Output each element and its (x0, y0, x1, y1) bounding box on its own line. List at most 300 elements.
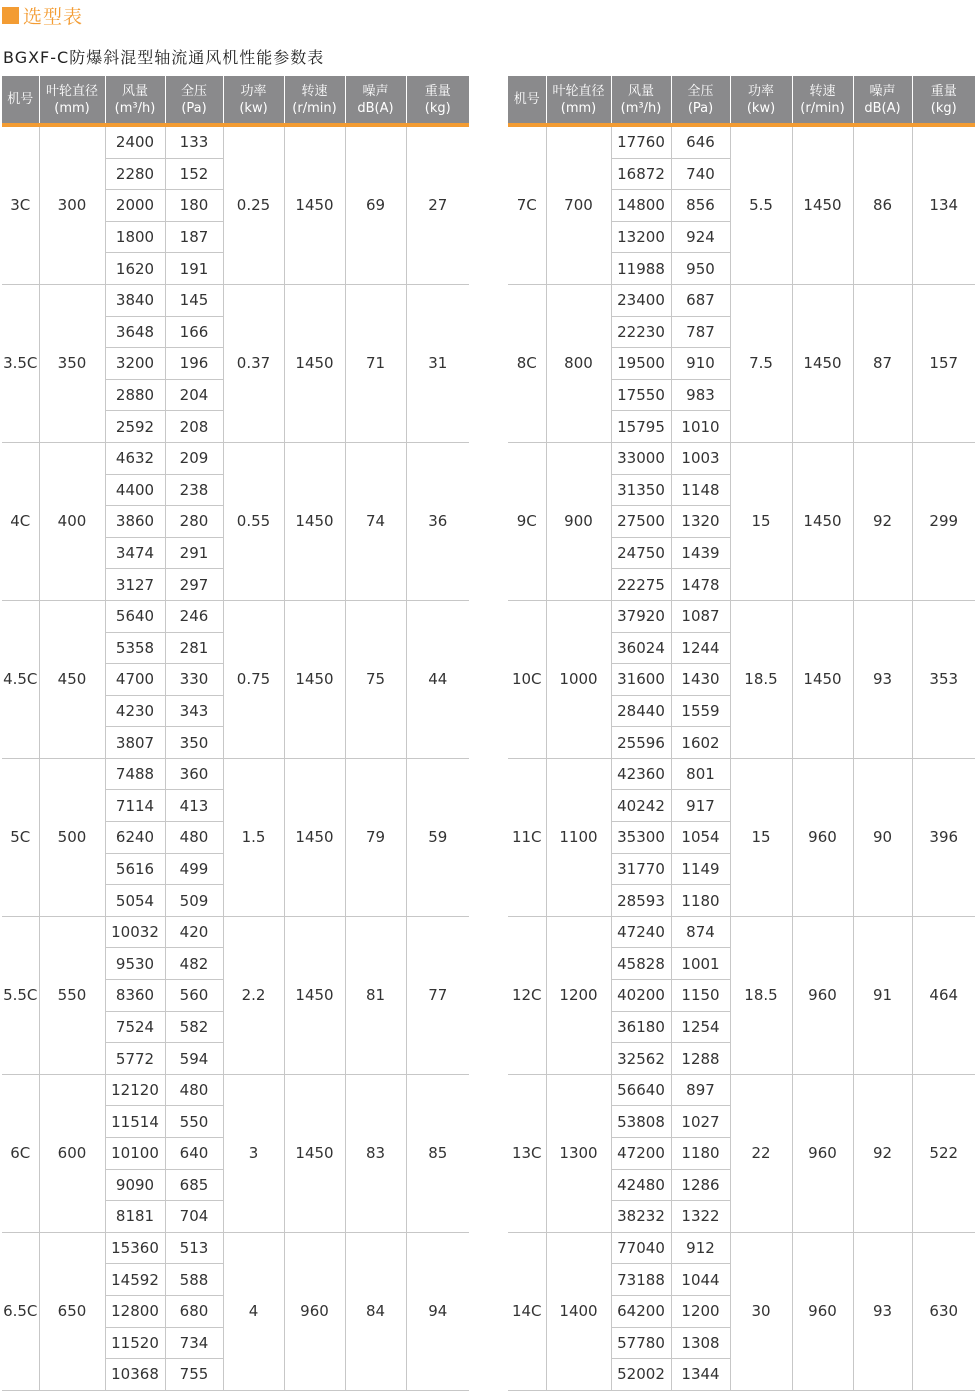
table-row (2, 442, 469, 474)
weight-cell: 44 (406, 600, 469, 758)
power-cell: 18.5 (730, 916, 792, 1074)
model-cell: 9C (508, 442, 546, 600)
column-header-label: 功率 (240, 83, 267, 99)
pressure-cell: 1320 (671, 506, 730, 538)
noise-cell: 69 (345, 125, 406, 284)
column-header-unit: (m³/h) (114, 100, 156, 116)
weight-cell: 94 (406, 1232, 469, 1390)
pressure-cell: 499 (165, 853, 223, 885)
airflow-cell: 5616 (105, 853, 165, 885)
diameter-cell: 300 (39, 125, 105, 284)
speed-cell: 1450 (284, 916, 345, 1074)
airflow-cell: 47200 (611, 1138, 671, 1170)
airflow-cell: 2400 (105, 125, 165, 158)
weight-cell: 85 (406, 1074, 469, 1232)
column-header (284, 76, 345, 125)
column-header-unit: (m³/h) (620, 100, 662, 116)
pressure-cell: 1148 (671, 474, 730, 506)
pressure-cell: 1430 (671, 664, 730, 696)
airflow-cell: 4700 (105, 664, 165, 696)
column-header (546, 76, 611, 125)
column-header-unit: (Pa) (181, 100, 207, 116)
spec-table-left (2, 76, 469, 1391)
speed-cell: 1450 (284, 758, 345, 916)
table-row (508, 284, 975, 316)
column-header-unit: (mm) (560, 100, 597, 116)
pressure-cell: 1439 (671, 537, 730, 569)
pressure-cell: 187 (165, 221, 223, 253)
speed-cell: 1450 (792, 600, 853, 758)
weight-cell: 77 (406, 916, 469, 1074)
airflow-cell: 4632 (105, 442, 165, 474)
airflow-cell: 17760 (611, 125, 671, 158)
power-cell: 0.75 (223, 600, 284, 758)
noise-cell: 81 (345, 916, 406, 1074)
model-cell: 14C (508, 1232, 546, 1390)
airflow-cell: 45828 (611, 948, 671, 980)
airflow-cell: 57780 (611, 1327, 671, 1359)
weight-cell: 31 (406, 284, 469, 442)
spec-table-right (508, 76, 975, 1391)
airflow-cell: 12120 (105, 1074, 165, 1106)
column-header-label: 机号 (7, 92, 34, 107)
table-row (508, 442, 975, 474)
airflow-cell: 14592 (105, 1264, 165, 1296)
airflow-cell: 28593 (611, 885, 671, 917)
pressure-cell: 560 (165, 980, 223, 1012)
pressure-cell: 588 (165, 1264, 223, 1296)
pressure-cell: 420 (165, 916, 223, 948)
column-header-unit: (kg) (930, 100, 957, 116)
airflow-cell: 77040 (611, 1232, 671, 1264)
column-header (406, 76, 469, 125)
model-cell: 8C (508, 284, 546, 442)
speed-cell: 1450 (284, 284, 345, 442)
pressure-cell: 1559 (671, 695, 730, 727)
weight-cell: 522 (912, 1074, 975, 1232)
airflow-cell: 11514 (105, 1106, 165, 1138)
table-header-row (508, 76, 975, 125)
table-row (2, 758, 469, 790)
airflow-cell: 64200 (611, 1295, 671, 1327)
pressure-cell: 343 (165, 695, 223, 727)
diameter-cell: 400 (39, 442, 105, 600)
diameter-cell: 700 (546, 125, 611, 284)
airflow-cell: 7524 (105, 1011, 165, 1043)
airflow-cell: 31350 (611, 474, 671, 506)
model-cell: 10C (508, 600, 546, 758)
column-header-unit: dB(A) (357, 100, 394, 116)
airflow-cell: 22230 (611, 316, 671, 348)
noise-cell: 87 (853, 284, 912, 442)
table-row (508, 1232, 975, 1264)
weight-cell: 396 (912, 758, 975, 916)
column-header (2, 76, 39, 125)
column-header-label: 叶轮直径 (552, 83, 605, 99)
section-header (2, 3, 83, 27)
airflow-cell: 11520 (105, 1327, 165, 1359)
airflow-cell: 3807 (105, 727, 165, 759)
column-header-unit: (mm) (54, 100, 90, 116)
pressure-cell: 912 (671, 1232, 730, 1264)
pressure-cell: 1001 (671, 948, 730, 980)
diameter-cell: 350 (39, 284, 105, 442)
airflow-cell: 5054 (105, 885, 165, 917)
airflow-cell: 73188 (611, 1264, 671, 1296)
pressure-cell: 755 (165, 1359, 223, 1391)
weight-cell: 134 (912, 125, 975, 284)
airflow-cell: 1800 (105, 221, 165, 253)
pressure-cell: 413 (165, 790, 223, 822)
column-header-unit: (kw) (746, 100, 776, 116)
power-cell: 22 (730, 1074, 792, 1232)
power-cell: 0.25 (223, 125, 284, 284)
weight-cell: 299 (912, 442, 975, 600)
speed-cell: 960 (284, 1232, 345, 1390)
noise-cell: 86 (853, 125, 912, 284)
pressure-cell: 482 (165, 948, 223, 980)
table-row (2, 600, 469, 632)
speed-cell: 1450 (284, 1074, 345, 1232)
airflow-cell: 27500 (611, 506, 671, 538)
pressure-cell: 1244 (671, 632, 730, 664)
pressure-cell: 1150 (671, 980, 730, 1012)
model-cell: 7C (508, 125, 546, 284)
column-header-label: 重量 (930, 83, 957, 99)
power-cell: 0.55 (223, 442, 284, 600)
airflow-cell: 4400 (105, 474, 165, 506)
airflow-cell: 3860 (105, 506, 165, 538)
model-cell: 5C (2, 758, 39, 916)
airflow-cell: 53808 (611, 1106, 671, 1138)
airflow-cell: 38232 (611, 1201, 671, 1233)
speed-cell: 1450 (792, 125, 853, 284)
column-header-label: 重量 (424, 83, 451, 99)
pressure-cell: 1180 (671, 1138, 730, 1170)
airflow-cell: 6240 (105, 822, 165, 854)
diameter-cell: 1400 (546, 1232, 611, 1390)
table-header-row (2, 76, 469, 125)
speed-cell: 960 (792, 1232, 853, 1390)
pressure-cell: 1602 (671, 727, 730, 759)
pressure-cell: 204 (165, 379, 223, 411)
column-header-label: 全压 (180, 83, 207, 99)
noise-cell: 90 (853, 758, 912, 916)
column-header (671, 76, 730, 125)
table-title: BGXF-C防爆斜混型轴流通风机性能参数表 (3, 48, 325, 67)
diameter-cell: 1300 (546, 1074, 611, 1232)
airflow-cell: 10032 (105, 916, 165, 948)
pressure-cell: 924 (671, 221, 730, 253)
pressure-cell: 917 (671, 790, 730, 822)
column-header-label: 噪声 (362, 83, 389, 99)
pressure-cell: 787 (671, 316, 730, 348)
airflow-cell: 36024 (611, 632, 671, 664)
airflow-cell: 32562 (611, 1043, 671, 1075)
column-header-label: 转速 (301, 83, 328, 99)
pressure-cell: 297 (165, 569, 223, 601)
table-row (2, 284, 469, 316)
pressure-cell: 480 (165, 822, 223, 854)
diameter-cell: 1100 (546, 758, 611, 916)
column-header (853, 76, 912, 125)
airflow-cell: 31600 (611, 664, 671, 696)
pressure-cell: 480 (165, 1074, 223, 1106)
airflow-cell: 1620 (105, 253, 165, 285)
noise-cell: 93 (853, 1232, 912, 1390)
airflow-cell: 17550 (611, 379, 671, 411)
column-header-unit: dB(A) (864, 100, 901, 116)
column-header (165, 76, 223, 125)
noise-cell: 74 (345, 442, 406, 600)
diameter-cell: 1000 (546, 600, 611, 758)
airflow-cell: 7114 (105, 790, 165, 822)
column-header-unit: (r/min) (800, 100, 845, 116)
noise-cell: 83 (345, 1074, 406, 1232)
model-cell: 3.5C (2, 284, 39, 442)
airflow-cell: 40242 (611, 790, 671, 822)
column-header-label: 转速 (809, 83, 836, 99)
pressure-cell: 740 (671, 158, 730, 190)
model-cell: 4.5C (2, 600, 39, 758)
pressure-cell: 582 (165, 1011, 223, 1043)
airflow-cell: 35300 (611, 822, 671, 854)
pressure-cell: 246 (165, 600, 223, 632)
model-cell: 12C (508, 916, 546, 1074)
pressure-cell: 1200 (671, 1295, 730, 1327)
pressure-cell: 180 (165, 190, 223, 222)
airflow-cell: 4230 (105, 695, 165, 727)
airflow-cell: 28440 (611, 695, 671, 727)
airflow-cell: 25596 (611, 727, 671, 759)
airflow-cell: 9530 (105, 948, 165, 980)
airflow-cell: 2000 (105, 190, 165, 222)
pressure-cell: 133 (165, 125, 223, 158)
airflow-cell: 56640 (611, 1074, 671, 1106)
diameter-cell: 1200 (546, 916, 611, 1074)
airflow-cell: 5358 (105, 632, 165, 664)
table-row (508, 125, 975, 158)
airflow-cell: 42360 (611, 758, 671, 790)
pressure-cell: 360 (165, 758, 223, 790)
pressure-cell: 1478 (671, 569, 730, 601)
airflow-cell: 15795 (611, 411, 671, 443)
power-cell: 30 (730, 1232, 792, 1390)
pressure-cell: 687 (671, 284, 730, 316)
speed-cell: 1450 (792, 442, 853, 600)
pressure-cell: 1322 (671, 1201, 730, 1233)
airflow-cell: 8360 (105, 980, 165, 1012)
airflow-cell: 12800 (105, 1295, 165, 1327)
diameter-cell: 450 (39, 600, 105, 758)
pressure-cell: 191 (165, 253, 223, 285)
pressure-cell: 801 (671, 758, 730, 790)
airflow-cell: 13200 (611, 221, 671, 253)
model-cell: 3C (2, 125, 39, 284)
speed-cell: 1450 (284, 442, 345, 600)
airflow-cell: 22275 (611, 569, 671, 601)
column-header-label: 风量 (627, 83, 654, 99)
power-cell: 5.5 (730, 125, 792, 284)
diameter-cell: 650 (39, 1232, 105, 1390)
diameter-cell: 900 (546, 442, 611, 600)
pressure-cell: 950 (671, 253, 730, 285)
pressure-cell: 513 (165, 1232, 223, 1264)
column-header (39, 76, 105, 125)
power-cell: 18.5 (730, 600, 792, 758)
airflow-cell: 47240 (611, 916, 671, 948)
airflow-cell: 36180 (611, 1011, 671, 1043)
weight-cell: 36 (406, 442, 469, 600)
pressure-cell: 1027 (671, 1106, 730, 1138)
pressure-cell: 734 (165, 1327, 223, 1359)
airflow-cell: 15360 (105, 1232, 165, 1264)
pressure-cell: 1054 (671, 822, 730, 854)
column-header-unit: (r/min) (292, 100, 337, 116)
noise-cell: 75 (345, 600, 406, 758)
model-cell: 6.5C (2, 1232, 39, 1390)
pressure-cell: 910 (671, 348, 730, 380)
column-header (730, 76, 792, 125)
pressure-cell: 196 (165, 348, 223, 380)
airflow-cell: 3840 (105, 284, 165, 316)
speed-cell: 1450 (284, 600, 345, 758)
airflow-cell: 5772 (105, 1043, 165, 1075)
pressure-cell: 1254 (671, 1011, 730, 1043)
diameter-cell: 800 (546, 284, 611, 442)
column-header-unit: (kg) (424, 100, 451, 116)
airflow-cell: 3200 (105, 348, 165, 380)
model-cell: 5.5C (2, 916, 39, 1074)
pressure-cell: 291 (165, 537, 223, 569)
airflow-cell: 8181 (105, 1201, 165, 1233)
airflow-cell: 14800 (611, 190, 671, 222)
airflow-cell: 2880 (105, 379, 165, 411)
pressure-cell: 704 (165, 1201, 223, 1233)
airflow-cell: 24750 (611, 537, 671, 569)
noise-cell: 79 (345, 758, 406, 916)
speed-cell: 1450 (284, 125, 345, 284)
pressure-cell: 594 (165, 1043, 223, 1075)
column-header-unit: (kw) (239, 100, 268, 116)
airflow-cell: 16872 (611, 158, 671, 190)
pressure-cell: 646 (671, 125, 730, 158)
airflow-cell: 31770 (611, 853, 671, 885)
pressure-cell: 856 (671, 190, 730, 222)
table-row (508, 916, 975, 948)
pressure-cell: 1288 (671, 1043, 730, 1075)
table-row (508, 1074, 975, 1106)
column-header-label: 风量 (121, 83, 148, 99)
speed-cell: 960 (792, 758, 853, 916)
noise-cell: 93 (853, 600, 912, 758)
pressure-cell: 897 (671, 1074, 730, 1106)
pressure-cell: 983 (671, 379, 730, 411)
power-cell: 0.37 (223, 284, 284, 442)
column-header-unit: (Pa) (687, 100, 714, 116)
noise-cell: 71 (345, 284, 406, 442)
noise-cell: 92 (853, 442, 912, 600)
airflow-cell: 3474 (105, 537, 165, 569)
diameter-cell: 600 (39, 1074, 105, 1232)
table-row (508, 600, 975, 632)
column-header-label: 机号 (513, 92, 540, 107)
power-cell: 7.5 (730, 284, 792, 442)
table-row (508, 758, 975, 790)
pressure-cell: 1003 (671, 442, 730, 474)
noise-cell: 84 (345, 1232, 406, 1390)
weight-cell: 630 (912, 1232, 975, 1390)
weight-cell: 27 (406, 125, 469, 284)
pressure-cell: 330 (165, 664, 223, 696)
power-cell: 2.2 (223, 916, 284, 1074)
column-header (223, 76, 284, 125)
table-row (2, 1232, 469, 1264)
weight-cell: 59 (406, 758, 469, 916)
weight-cell: 353 (912, 600, 975, 758)
airflow-cell: 11988 (611, 253, 671, 285)
power-cell: 1.5 (223, 758, 284, 916)
speed-cell: 960 (792, 916, 853, 1074)
weight-cell: 157 (912, 284, 975, 442)
speed-cell: 1450 (792, 284, 853, 442)
airflow-cell: 2280 (105, 158, 165, 190)
pressure-cell: 145 (165, 284, 223, 316)
column-header (345, 76, 406, 125)
power-cell: 15 (730, 442, 792, 600)
airflow-cell: 42480 (611, 1169, 671, 1201)
airflow-cell: 10368 (105, 1359, 165, 1391)
airflow-cell: 40200 (611, 980, 671, 1012)
pressure-cell: 166 (165, 316, 223, 348)
power-cell: 3 (223, 1074, 284, 1232)
column-header-label: 叶轮直径 (45, 83, 98, 99)
model-cell: 13C (508, 1074, 546, 1232)
diameter-cell: 550 (39, 916, 105, 1074)
weight-cell: 464 (912, 916, 975, 1074)
column-header (105, 76, 165, 125)
column-header (508, 76, 546, 125)
pressure-cell: 1344 (671, 1359, 730, 1391)
table-row (2, 125, 469, 158)
model-cell: 4C (2, 442, 39, 600)
pressure-cell: 281 (165, 632, 223, 664)
pressure-cell: 209 (165, 442, 223, 474)
table-row (2, 1074, 469, 1106)
pressure-cell: 280 (165, 506, 223, 538)
orange-square-icon (2, 7, 19, 24)
pressure-cell: 1010 (671, 411, 730, 443)
table-row (2, 916, 469, 948)
airflow-cell: 33000 (611, 442, 671, 474)
pressure-cell: 208 (165, 411, 223, 443)
pressure-cell: 550 (165, 1106, 223, 1138)
pressure-cell: 874 (671, 916, 730, 948)
airflow-cell: 52002 (611, 1359, 671, 1391)
pressure-cell: 1044 (671, 1264, 730, 1296)
pressure-cell: 350 (165, 727, 223, 759)
airflow-cell: 3127 (105, 569, 165, 601)
column-header-label: 全压 (687, 83, 714, 99)
column-header (792, 76, 853, 125)
column-header-label: 噪声 (869, 83, 896, 99)
pressure-cell: 238 (165, 474, 223, 506)
pressure-cell: 1286 (671, 1169, 730, 1201)
airflow-cell: 7488 (105, 758, 165, 790)
airflow-cell: 5640 (105, 600, 165, 632)
pressure-cell: 152 (165, 158, 223, 190)
pressure-cell: 640 (165, 1138, 223, 1170)
